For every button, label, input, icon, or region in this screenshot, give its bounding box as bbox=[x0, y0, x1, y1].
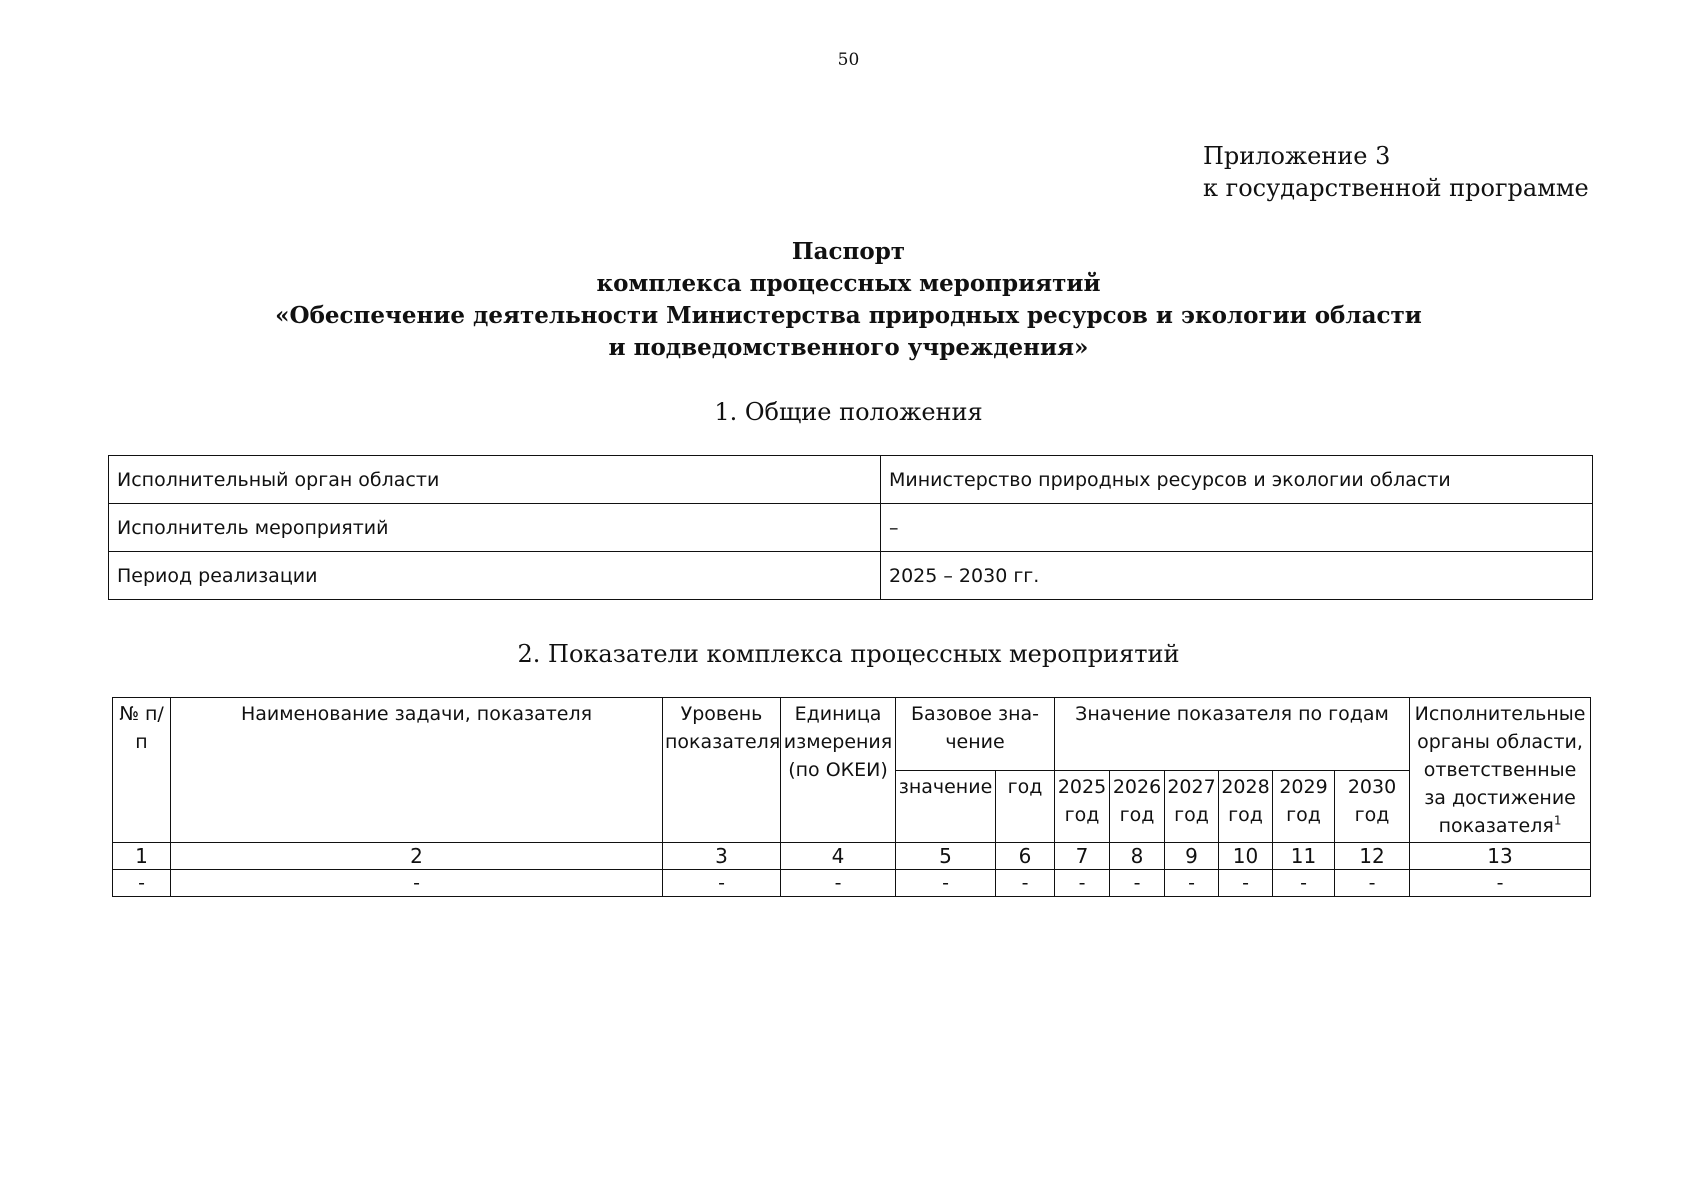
appendix-note bbox=[1203, 140, 1589, 204]
row-value: 2025 – 2030 гг. bbox=[881, 552, 1593, 600]
header-name: Наименование задачи, показателя bbox=[171, 698, 663, 843]
col-number: 2 bbox=[171, 843, 663, 870]
general-provisions-table bbox=[108, 455, 1593, 600]
table-row bbox=[109, 456, 1593, 504]
section-2-heading: 2. Показатели комплекса процессных мероприятий bbox=[517, 640, 1180, 668]
cell: - bbox=[1165, 870, 1219, 897]
page-number: 50 bbox=[837, 50, 860, 70]
row-value: Министерство природных ресурсов и экологии области bbox=[881, 456, 1593, 504]
appendix-line-1: Приложение 3 bbox=[1203, 142, 1391, 170]
col-number: 10 bbox=[1219, 843, 1273, 870]
title-line-4: и подведомственного учреждения» bbox=[608, 334, 1089, 361]
col-number: 8 bbox=[1110, 843, 1165, 870]
table-row bbox=[109, 504, 1593, 552]
header-base: Базовое зна-чение bbox=[896, 698, 1055, 771]
title-line-2: комплекса процессных мероприятий bbox=[596, 270, 1101, 297]
header-row bbox=[113, 698, 1591, 771]
col-number: 5 bbox=[896, 843, 996, 870]
header-2025: 2025 год bbox=[1055, 770, 1110, 843]
header-base-year: год bbox=[996, 770, 1055, 843]
col-number: 12 bbox=[1335, 843, 1410, 870]
header-2029: 2029 год bbox=[1273, 770, 1335, 843]
cell: - bbox=[996, 870, 1055, 897]
row-label: Исполнительный орган области bbox=[109, 456, 881, 504]
cell: - bbox=[1273, 870, 1335, 897]
col-number: 6 bbox=[996, 843, 1055, 870]
header-executors: Исполнительные органы области, ответственные за достижение показателя$^1$ bbox=[1410, 698, 1591, 843]
col-number: 3 bbox=[663, 843, 781, 870]
header-base-value: значение bbox=[896, 770, 996, 843]
appendix-line-2: к государственной программе bbox=[1203, 174, 1589, 202]
header-num: № п/п bbox=[113, 698, 171, 843]
header-by-years: Значение показателя по годам bbox=[1055, 698, 1410, 771]
table-row bbox=[109, 552, 1593, 600]
col-number: 1 bbox=[113, 843, 171, 870]
header-2030: 2030 год bbox=[1335, 770, 1410, 843]
col-number: 4 bbox=[781, 843, 896, 870]
cell: - bbox=[1410, 870, 1591, 897]
cell: - bbox=[171, 870, 663, 897]
document-title bbox=[0, 236, 1697, 364]
header-2026: 2026 год bbox=[1110, 770, 1165, 843]
row-value: – bbox=[881, 504, 1593, 552]
cell: - bbox=[113, 870, 171, 897]
row-label: Исполнитель мероприятий bbox=[109, 504, 881, 552]
column-number-row bbox=[113, 843, 1591, 870]
col-number: 11 bbox=[1273, 843, 1335, 870]
title-line-3: «Обеспечение деятельности Министерства природных ресурсов и экологии области bbox=[275, 302, 1422, 329]
col-number: 9 bbox=[1165, 843, 1219, 870]
header-2027: 2027 год bbox=[1165, 770, 1219, 843]
table-row bbox=[113, 870, 1591, 897]
section-1-heading: 1. Общие положения bbox=[714, 398, 983, 426]
header-level: Уровень показателя bbox=[663, 698, 781, 843]
footnote-mark: 1 bbox=[1553, 813, 1562, 828]
row-label: Период реализации bbox=[109, 552, 881, 600]
cell: - bbox=[1219, 870, 1273, 897]
header-2028: 2028 год bbox=[1219, 770, 1273, 843]
indicators-table bbox=[112, 697, 1591, 897]
header-unit: Единица измерения (по ОКЕИ) bbox=[781, 698, 896, 843]
cell: - bbox=[663, 870, 781, 897]
cell: - bbox=[896, 870, 996, 897]
cell: - bbox=[1110, 870, 1165, 897]
cell: - bbox=[1335, 870, 1410, 897]
cell: - bbox=[781, 870, 896, 897]
cell: - bbox=[1055, 870, 1110, 897]
col-number: 7 bbox=[1055, 843, 1110, 870]
title-line-1: Паспорт bbox=[791, 238, 906, 265]
col-number: 13 bbox=[1410, 843, 1591, 870]
